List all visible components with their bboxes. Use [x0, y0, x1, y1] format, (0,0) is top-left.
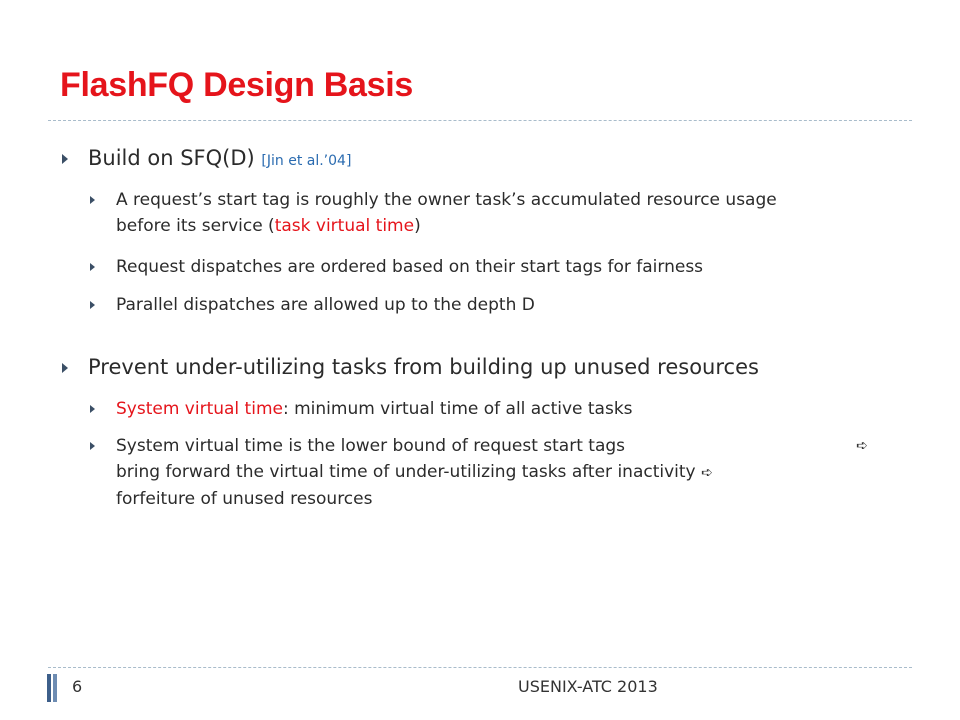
- bullet-arrow-icon: [62, 154, 68, 164]
- sub-bullet-1-1: [116, 187, 916, 239]
- bullet-1: [88, 146, 351, 170]
- sub-bullet-arrow-icon: [90, 405, 95, 413]
- footer-accent-bar: [47, 674, 51, 702]
- slide-title: FlashFQ Design Basis: [60, 66, 413, 104]
- sub-text: before its service (: [116, 216, 275, 236]
- arrow-right-icon: ➪: [701, 465, 713, 481]
- sub-bullet-arrow-icon: [90, 263, 95, 271]
- bullet-2: Prevent under-utilizing tasks from building up unused resources: [88, 355, 759, 379]
- sub-bullet-2-2-line3: forfeiture of unused resources: [116, 489, 373, 509]
- sub-bullet-1-3: Parallel dispatches are allowed up to the depth D: [116, 295, 535, 315]
- sub-bullet-2-2-line2: [116, 459, 876, 486]
- sub-bullet-2-2-line1: [116, 433, 876, 459]
- bottom-divider: [48, 667, 912, 668]
- sub-text: bring forward the virtual time of under-utilizing tasks after inactivity: [116, 462, 696, 482]
- page-number: 6: [72, 677, 83, 696]
- sub-bullet-1-2: Request dispatches are ordered based on their start tags for fairness: [116, 257, 704, 277]
- sub-text: System virtual time is the lower bound of request start tags: [116, 436, 626, 456]
- bullet-1-text: Build on SFQ(D): [88, 146, 255, 170]
- sub-bullet-2-1: [116, 396, 633, 422]
- task-virtual-time-highlight: task virtual time: [274, 216, 415, 236]
- bullet-arrow-icon: [62, 363, 68, 373]
- system-virtual-time-highlight: System virtual time: [116, 399, 283, 419]
- arrow-right-icon: ➪: [856, 438, 868, 454]
- sub-bullet-arrow-icon: [90, 301, 95, 309]
- sub-bullet-1-1-line1: A request’s start tag is roughly the owner task’s accumulated resource usage: [116, 190, 777, 210]
- citation: [Jin et al.’04]: [261, 153, 352, 169]
- sub-bullet-2-2: [116, 433, 876, 512]
- sub-bullet-1-1-line2: [116, 213, 916, 239]
- top-divider: [48, 120, 912, 121]
- sub-bullet-arrow-icon: [90, 442, 95, 450]
- footer-accent-bar: [53, 674, 57, 702]
- sub-text: ): [414, 216, 421, 236]
- sub-bullet-arrow-icon: [90, 196, 95, 204]
- conference-label: USENIX-ATC 2013: [518, 677, 658, 696]
- sub-text: : minimum virtual time of all active tasks: [282, 399, 633, 419]
